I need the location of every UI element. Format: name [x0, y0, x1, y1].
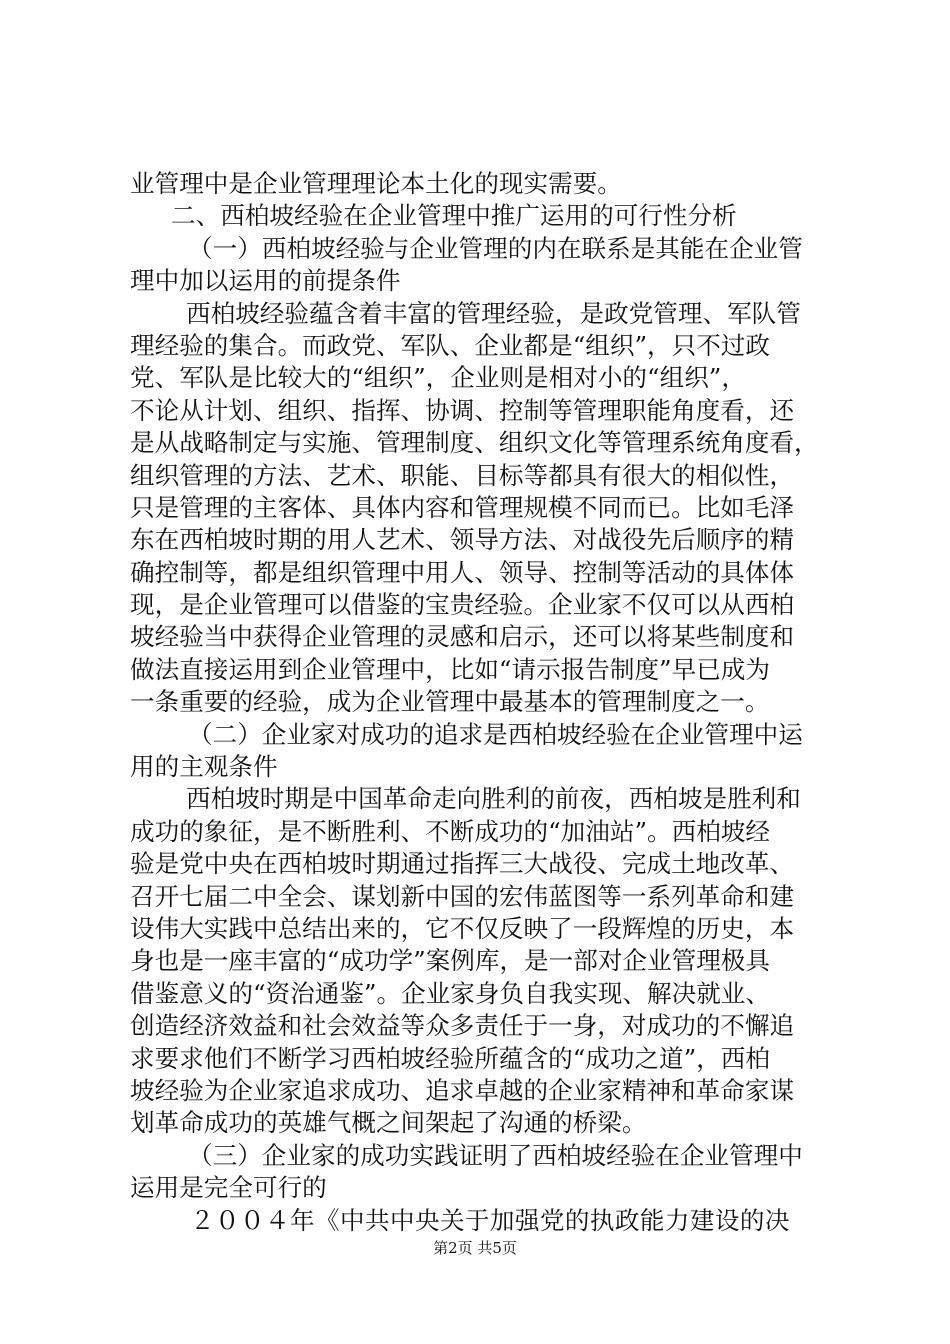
- paragraph-1-line-10: 现，是企业管理可以借鉴的宝贵经验。企业家不仅可以从西柏: [130, 590, 795, 620]
- paragraph-2-line-7: 借鉴意义的“资治通鉴”。企业家身负自我实现、解决就业、: [130, 978, 770, 1008]
- paragraph-2-line-9: 求要求他们不断学习西柏坡经验所蕴含的“成功之道”，西柏: [130, 1043, 770, 1073]
- paragraph-2-line-4: 召开七届二中全会、谋划新中国的宏伟蓝图等一系列革命和建: [130, 881, 795, 911]
- subheading-2-line-1: （二）企业家对成功的追求是西柏坡经验在企业管理中运: [188, 719, 803, 749]
- paragraph-1-line-6: 组织管理的方法、艺术、职能、目标等都具有很大的相似性，: [130, 460, 795, 490]
- paragraph-2-line-3: 验是党中央在西柏坡时期通过指挥三大战役、完成土地改革、: [130, 849, 795, 879]
- subheading-3-line-2: 运用是完全可行的: [130, 1173, 327, 1203]
- paragraph-1-line-2: 理经验的集合。而政党、军队、企业都是“组织”，只不过政: [130, 330, 770, 360]
- section-heading-2: 二、西柏坡经验在企业管理中推广运用的可行性分析: [171, 201, 737, 231]
- paragraph-2-line-1: 西柏坡时期是中国革命走向胜利的前夜，西柏坡是胜利和: [186, 784, 801, 814]
- subheading-1-line-1: （一）西柏坡经验与企业管理的内在联系是其能在企业管: [188, 233, 803, 263]
- paragraph-2-line-2: 成功的象征，是不断胜利、不断成功的“加油站”。西柏坡经: [130, 816, 770, 846]
- paragraph-1-line-8: 东在西柏坡时期的用人艺术、领导方法、对战役先后顺序的精: [130, 525, 795, 555]
- subheading-2-line-2: 用的主观条件: [130, 752, 278, 782]
- paragraph-3-line-1: ２００４年《中共中央关于加强党的执政能力建设的决: [190, 1205, 790, 1235]
- paragraph-2-line-10: 坡经验为企业家追求成功、追求卓越的企业家精神和革命家谋: [130, 1075, 795, 1105]
- paragraph-2-line-5: 设伟大实践中总结出来的，它不仅反映了一段辉煌的历史，本: [130, 913, 795, 943]
- paragraph-2-line-8: 创造经济效益和社会效益等众多责任于一身，对成功的不懈追: [130, 1011, 795, 1041]
- paragraph-1-line-1: 西柏坡经验蕴含着丰富的管理经验，是政党管理、军队管: [186, 298, 801, 328]
- paragraph-1-line-3: 党、军队是比较大的“组织”，企业则是相对小的“组织”，: [130, 363, 746, 393]
- subheading-1-line-2: 理中加以运用的前提条件: [130, 266, 401, 296]
- page-number-footer: 第2页 共5页: [433, 1239, 517, 1257]
- subheading-3-line-1: （三）企业家的成功实践证明了西柏坡经验在企业管理中: [188, 1140, 803, 1170]
- paragraph-1-line-7: 只是管理的主客体、具体内容和管理规模不同而已。比如毛泽: [130, 492, 795, 522]
- paragraph-1-line-5: 是从战略制定与实施、管理制度、组织文化等管理系统角度看，: [130, 428, 819, 458]
- paragraph-1-line-13: 一条重要的经验，成为企业管理中最基本的管理制度之一。: [130, 687, 770, 717]
- paragraph-1-line-11: 坡经验当中获得企业管理的灵感和启示，还可以将某些制度和: [130, 622, 795, 652]
- paragraph-1-line-9: 确控制等，都是组织管理中用人、领导、控制等活动的具体体: [130, 557, 795, 587]
- paragraph-continuation-line: 业管理中是企业管理理论本土化的现实需要。: [130, 169, 622, 198]
- paragraph-2-line-6: 身也是一座丰富的“成功学”案例库，是一部对企业管理极具: [130, 946, 770, 976]
- paragraph-2-line-11: 划革命成功的英雄气概之间架起了沟通的桥梁。: [130, 1108, 647, 1138]
- document-body: [130, 168, 835, 1237]
- paragraph-1-line-12: 做法直接运用到企业管理中，比如“请示报告制度”早已成为: [130, 654, 770, 684]
- paragraph-1-line-4: 不论从计划、组织、指挥、协调、控制等管理职能角度看，还: [130, 395, 795, 425]
